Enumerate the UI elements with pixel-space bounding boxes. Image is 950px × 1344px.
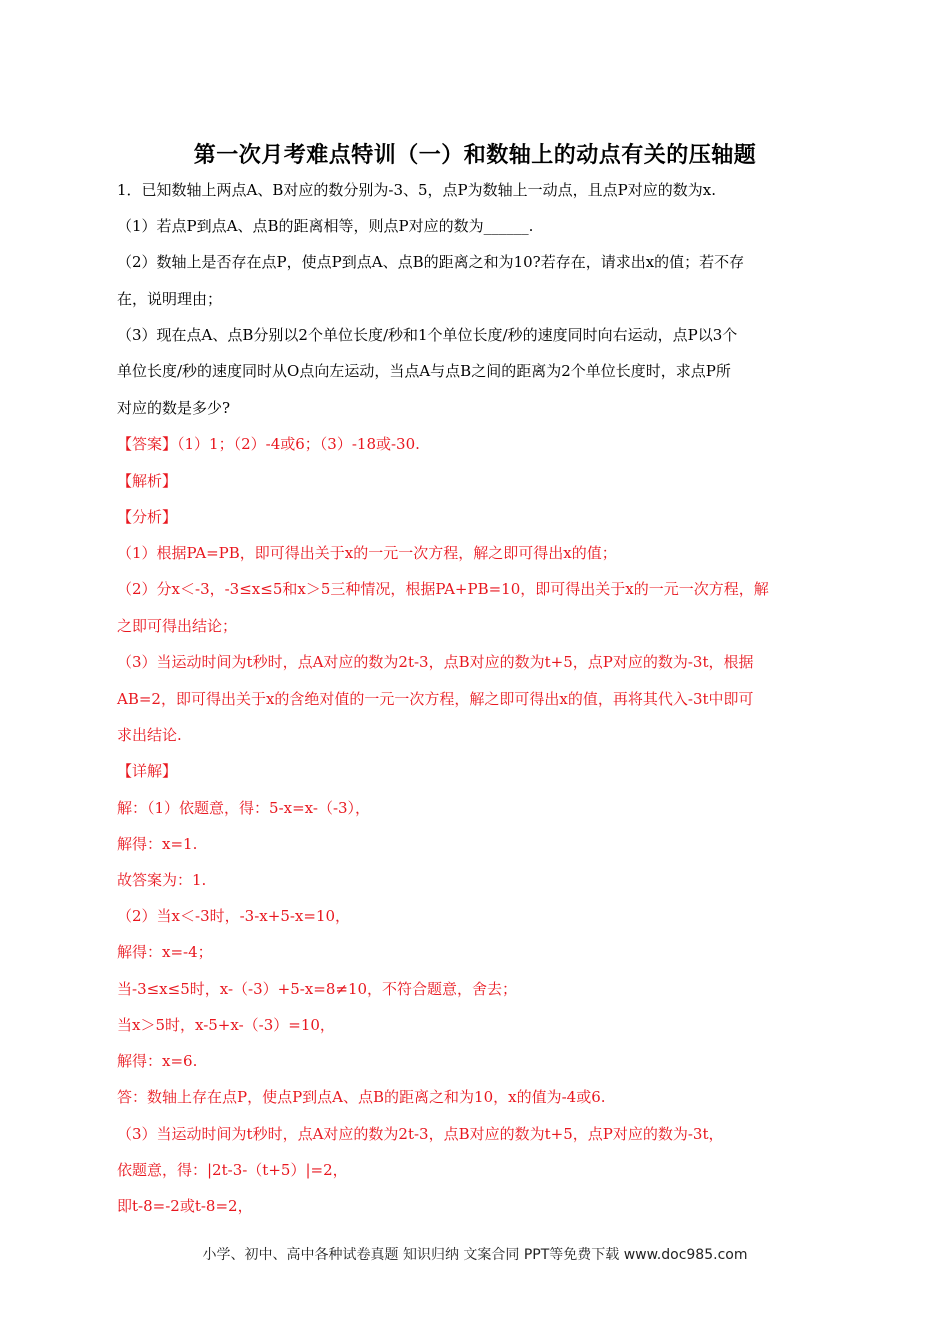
section-heading: 【分析】 (117, 508, 178, 526)
solution-line: 解得：x=6. (117, 1052, 198, 1070)
text-line: 在，说明理由； (117, 290, 223, 308)
section-heading: 【解析】 (117, 472, 178, 490)
analysis-line: （1）根据PA=PB，即可得出关于x的一元一次方程，解之即可得出x的值； (117, 544, 617, 562)
solution-line: 依题意，得：|2t-3-（t+5）|=2， (117, 1161, 348, 1179)
solution-line: 答：数轴上存在点P，使点P到点A、点B的距离之和为10，x的值为-4或6. (117, 1088, 606, 1106)
text-line: 1．已知数轴上两点A、B对应的数分别为-3、5，点P为数轴上一动点，且点P对应的数为x. (117, 181, 716, 199)
analysis-line: （3）当运动时间为t秒时，点A对应的数为2t-3，点B对应的数为t+5，点P对应的数为-3t，根据 (117, 653, 754, 671)
solution-line: 当-3≤x≤5时，x-（-3）+5-x=8≠10，不符合题意，舍去； (117, 980, 518, 998)
solution-line: 即t-8=-2或t-8=2， (117, 1197, 253, 1215)
analysis-line: AB=2，即可得出关于x的含绝对值的一元一次方程，解之即可得出x的值，再将其代入-3t中即可 (117, 690, 754, 708)
solution-line: 解得：x=1. (117, 835, 198, 853)
solution-line: 当x＞5时，x-5+x-（-3）=10， (117, 1016, 335, 1034)
analysis-line: （2）分x＜-3，-3≤x≤5和x＞5三种情况，根据PA+PB=10，即可得出关于x的一元一次方程，解 (117, 580, 769, 598)
answer-line: 【答案】（1）1；（2）-4或6；（3）-18或-30. (117, 435, 420, 453)
solution-line: 故答案为：1. (117, 871, 207, 889)
section-heading: 【详解】 (117, 762, 178, 780)
solution-line: （3）当运动时间为t秒时，点A对应的数为2t-3，点B对应的数为t+5，点P对应的数为-3t， (117, 1125, 724, 1143)
text-line: （2）数轴上是否存在点P，使点P到点A、点B的距离之和为10?若存在，请求出x的值；若不存 (117, 253, 745, 271)
page-footer: 小学、初中、高中各种试卷真题 知识归纳 文案合同 PPT等免费下载 www.doc985.com (202, 1247, 748, 1263)
analysis-line: 求出结论. (117, 726, 182, 744)
text-line: 对应的数是多少? (117, 399, 231, 417)
page-title: 第一次月考难点特训（一）和数轴上的动点有关的压轴题 (193, 143, 757, 168)
solution-line: 解：（1）依题意，得：5-x=x-（-3）， (117, 799, 371, 817)
text-line: （3）现在点A、点B分别以2个单位长度/秒和1个单位长度/秒的速度同时向右运动，点P以3个 (117, 326, 738, 344)
solution-line: （2）当x＜-3时，-3-x+5-x=10， (117, 907, 351, 925)
analysis-line: 之即可得出结论； (117, 617, 238, 635)
text-line: 单位长度/秒的速度同时从O点向左运动，当点A与点B之间的距离为2个单位长度时，求点P所 (117, 362, 731, 380)
text-line: （1）若点P到点A、点B的距离相等，则点P对应的数为______. (117, 217, 534, 235)
solution-line: 解得：x=-4； (117, 943, 213, 961)
